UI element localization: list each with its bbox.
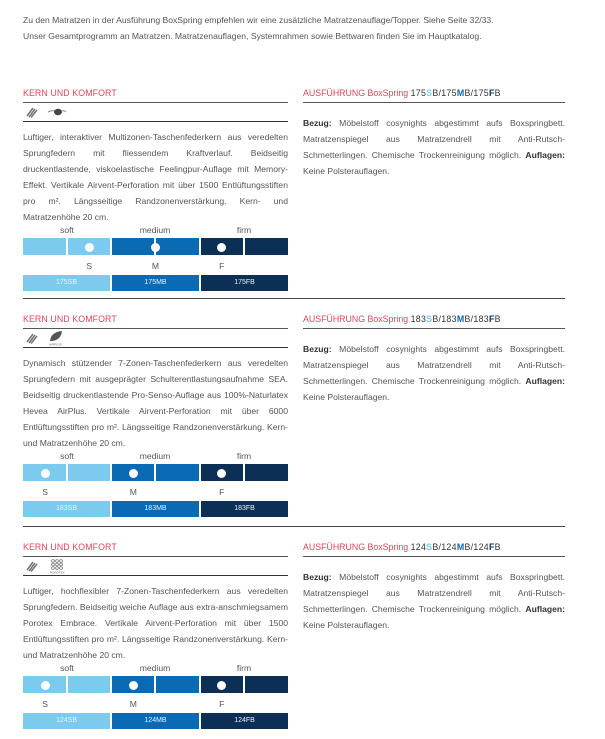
- auflagen-label: Auflagen:: [525, 604, 565, 614]
- intro-line-2: Unser Gesamtprogramm an Matratzen. Matratzenauflagen, Systemrahmen sowie Bettwaren finden Sie im Hauptkatalog.: [23, 31, 482, 41]
- section-divider: [23, 526, 565, 527]
- scale-segment-soft-2: [68, 676, 110, 693]
- core-comfort-column: [23, 312, 288, 527]
- firmness-dot-m: [151, 243, 160, 252]
- grade-s: S: [42, 699, 48, 709]
- execution-header: [303, 540, 565, 554]
- feature-icons: [23, 557, 288, 575]
- execution-column: [303, 86, 565, 179]
- icon-divider: [23, 347, 288, 348]
- scale-segment-firm-2: [245, 676, 288, 693]
- execution-header: [303, 86, 565, 100]
- grade-f: F: [219, 261, 225, 271]
- execution-divider: [303, 328, 565, 329]
- bezug-text: Möbelstoff cosynights abgestimmt aufs Boxspringbett. Matratzenspiegel aus Matratzendrell mit Anti-Rutsch-Schmetterlingen. Chemische Trockenreinigung möglich.: [303, 572, 565, 614]
- spring-coil-icon: [25, 560, 39, 572]
- spring-coil-icon: [25, 332, 39, 344]
- section-header: KERN UND KOMFORT: [23, 314, 117, 324]
- model-firm: 175FB: [201, 275, 288, 291]
- section-header: KERN UND KOMFORT: [23, 88, 117, 98]
- scale-segment-firm-2: [245, 464, 288, 481]
- auflagen-label: Auflagen:: [525, 150, 565, 160]
- label-firm: firm: [236, 451, 252, 461]
- intro-text: [23, 12, 593, 44]
- core-comfort-column: [23, 86, 288, 301]
- intro-line-1: Zu den Matratzen in der Ausführung BoxSpring empfehlen wir eine zusätzliche Matratzenauflage/Topper. Siehe Seite 32/33.: [23, 15, 494, 25]
- model-medium: 124MB: [112, 713, 199, 729]
- scale-segment-medium-2: [156, 464, 199, 481]
- grade-m: M: [129, 699, 137, 709]
- grade-f: F: [219, 699, 225, 709]
- bezug-label: Bezug:: [303, 118, 332, 128]
- label-medium: medium: [139, 663, 171, 673]
- auflagen-text: Keine Polsterauflagen.: [303, 166, 390, 176]
- execution-description: [303, 569, 565, 633]
- execution-column: [303, 312, 565, 405]
- auflagen-label: Auflagen:: [525, 376, 565, 386]
- bezug-label: Bezug:: [303, 344, 332, 354]
- porotex-icon: [47, 558, 69, 574]
- model-codes: 183SB/183MB/183FB: [410, 314, 501, 324]
- model-soft: 124SB: [23, 713, 110, 729]
- label-firm: firm: [236, 225, 252, 235]
- section-divider: [23, 298, 565, 299]
- firmness-scale: [23, 225, 288, 301]
- label-firm: firm: [236, 663, 252, 673]
- feelingpur-icon: [47, 106, 67, 118]
- grade-m: M: [151, 261, 160, 271]
- scale-segment-medium-2: [156, 238, 199, 255]
- firmness-dot-s: [41, 681, 50, 690]
- scale-segment-medium-2: [156, 676, 199, 693]
- execution-title: AUSFÜHRUNG BoxSpring: [303, 542, 409, 552]
- bezug-text: Möbelstoff cosynights abgestimmt aufs Boxspringbett. Matratzenspiegel aus Matratzendrell mit Anti-Rutsch-Schmetterlingen. Chemische Trockenreinigung möglich.: [303, 118, 565, 160]
- grade-m: M: [129, 487, 137, 497]
- auflagen-text: Keine Polsterauflagen.: [303, 620, 390, 630]
- execution-column: [303, 540, 565, 633]
- model-firm: 124FB: [201, 713, 288, 729]
- bezug-label: Bezug:: [303, 572, 332, 582]
- model-codes: 175SB/175MB/175FB: [410, 88, 501, 98]
- execution-title: AUSFÜHRUNG BoxSpring: [303, 314, 409, 324]
- scale-segment-soft-1: [23, 238, 66, 255]
- firmness-dot-s: [41, 469, 50, 478]
- core-description: Luftiger, hochflexibler 7-Zonen-Taschenfederkern aus veredelten Sprungfedern. Beidseitig weiche Auflage aus extra-anschmiegsamem Porotex Embrace. Vertikale Airvent-Perforation mit über 1500 Entlüftungsstiften pro m². Längsseitige Randzonenverstärkung. Kern- und Matratzenhöhe 20 cm.: [23, 586, 288, 660]
- icon-divider: [23, 575, 288, 576]
- grade-f: F: [219, 487, 225, 497]
- firmness-dot-s: [85, 243, 94, 252]
- label-soft: soft: [60, 451, 74, 461]
- scale-segment-firm-2: [245, 238, 288, 255]
- execution-divider: [303, 102, 565, 103]
- leaf-icon: [47, 330, 69, 346]
- spring-coil-icon: [25, 106, 39, 118]
- execution-description: [303, 341, 565, 405]
- section-header: KERN UND KOMFORT: [23, 542, 117, 552]
- feature-icons: [23, 329, 288, 347]
- execution-description: [303, 115, 565, 179]
- model-medium: 175MB: [112, 275, 199, 291]
- core-description: Luftiger, interaktiver Multizonen-Taschenfederkern aus veredelten Sprungfedern mit fliessendem Kraftverlauf. Beidseitig druckentlastende, viskoelastische Feelingpur-Auflage mit Memory-Effekt. Vertikale Airvent-Perforation mit über 1500 Entlüftungsstiften pro m². Längsseitige Randzonenverstärkung. Kern- und Matratzenhöhe 20 cm.: [23, 132, 288, 222]
- label-soft: soft: [60, 225, 74, 235]
- model-soft: 183SB: [23, 501, 110, 517]
- model-medium: 183MB: [112, 501, 199, 517]
- model-firm: 183FB: [201, 501, 288, 517]
- execution-title: AUSFÜHRUNG BoxSpring: [303, 88, 409, 98]
- grade-s: S: [86, 261, 93, 271]
- firmness-scale: [23, 663, 288, 739]
- model-codes: 124SB/124MB/124FB: [410, 542, 501, 552]
- execution-divider: [303, 556, 565, 557]
- icon-divider: [23, 121, 288, 122]
- scale-center-tick: [155, 253, 156, 257]
- label-soft: soft: [60, 663, 74, 673]
- model-soft: 175SB: [23, 275, 110, 291]
- firmness-dot-m: [129, 469, 138, 478]
- firmness-scale: [23, 451, 288, 527]
- scale-segment-soft-2: [68, 464, 110, 481]
- icon-caption: POROTEX: [50, 570, 65, 574]
- label-medium: medium: [139, 225, 171, 235]
- bezug-text: Möbelstoff cosynights abgestimmt aufs Boxspringbett. Matratzenspiegel aus Matratzendrell mit Anti-Rutsch-Schmetterlingen. Chemische Trockenreinigung möglich.: [303, 344, 565, 386]
- label-medium: medium: [139, 451, 171, 461]
- execution-header: [303, 312, 565, 326]
- core-description: Dynamisch stützender 7-Zonen-Taschenfederkern aus veredelten Sprungfedern mit ausgeprägter Schulterentlastungsaufnahme SEA. Beidseitig druckentlastende Pro-Senso-Auflage aus 100%-Naturlatex Hevea AirPlus. Vertikale Airvent-Perforation mit über 6000 Entlüftungsstiften pro m². Längsseitige Randzonenverstärkung. Kern- und Matratzenhöhe 20 cm.: [23, 358, 288, 448]
- grade-s: S: [42, 487, 48, 497]
- firmness-dot-m: [129, 681, 138, 690]
- icon-caption: AIRPLUS: [49, 342, 62, 346]
- feature-icons: [23, 103, 288, 121]
- auflagen-text: Keine Polsterauflagen.: [303, 392, 390, 402]
- core-comfort-column: [23, 540, 288, 739]
- scale-segment-medium-1: [112, 238, 154, 255]
